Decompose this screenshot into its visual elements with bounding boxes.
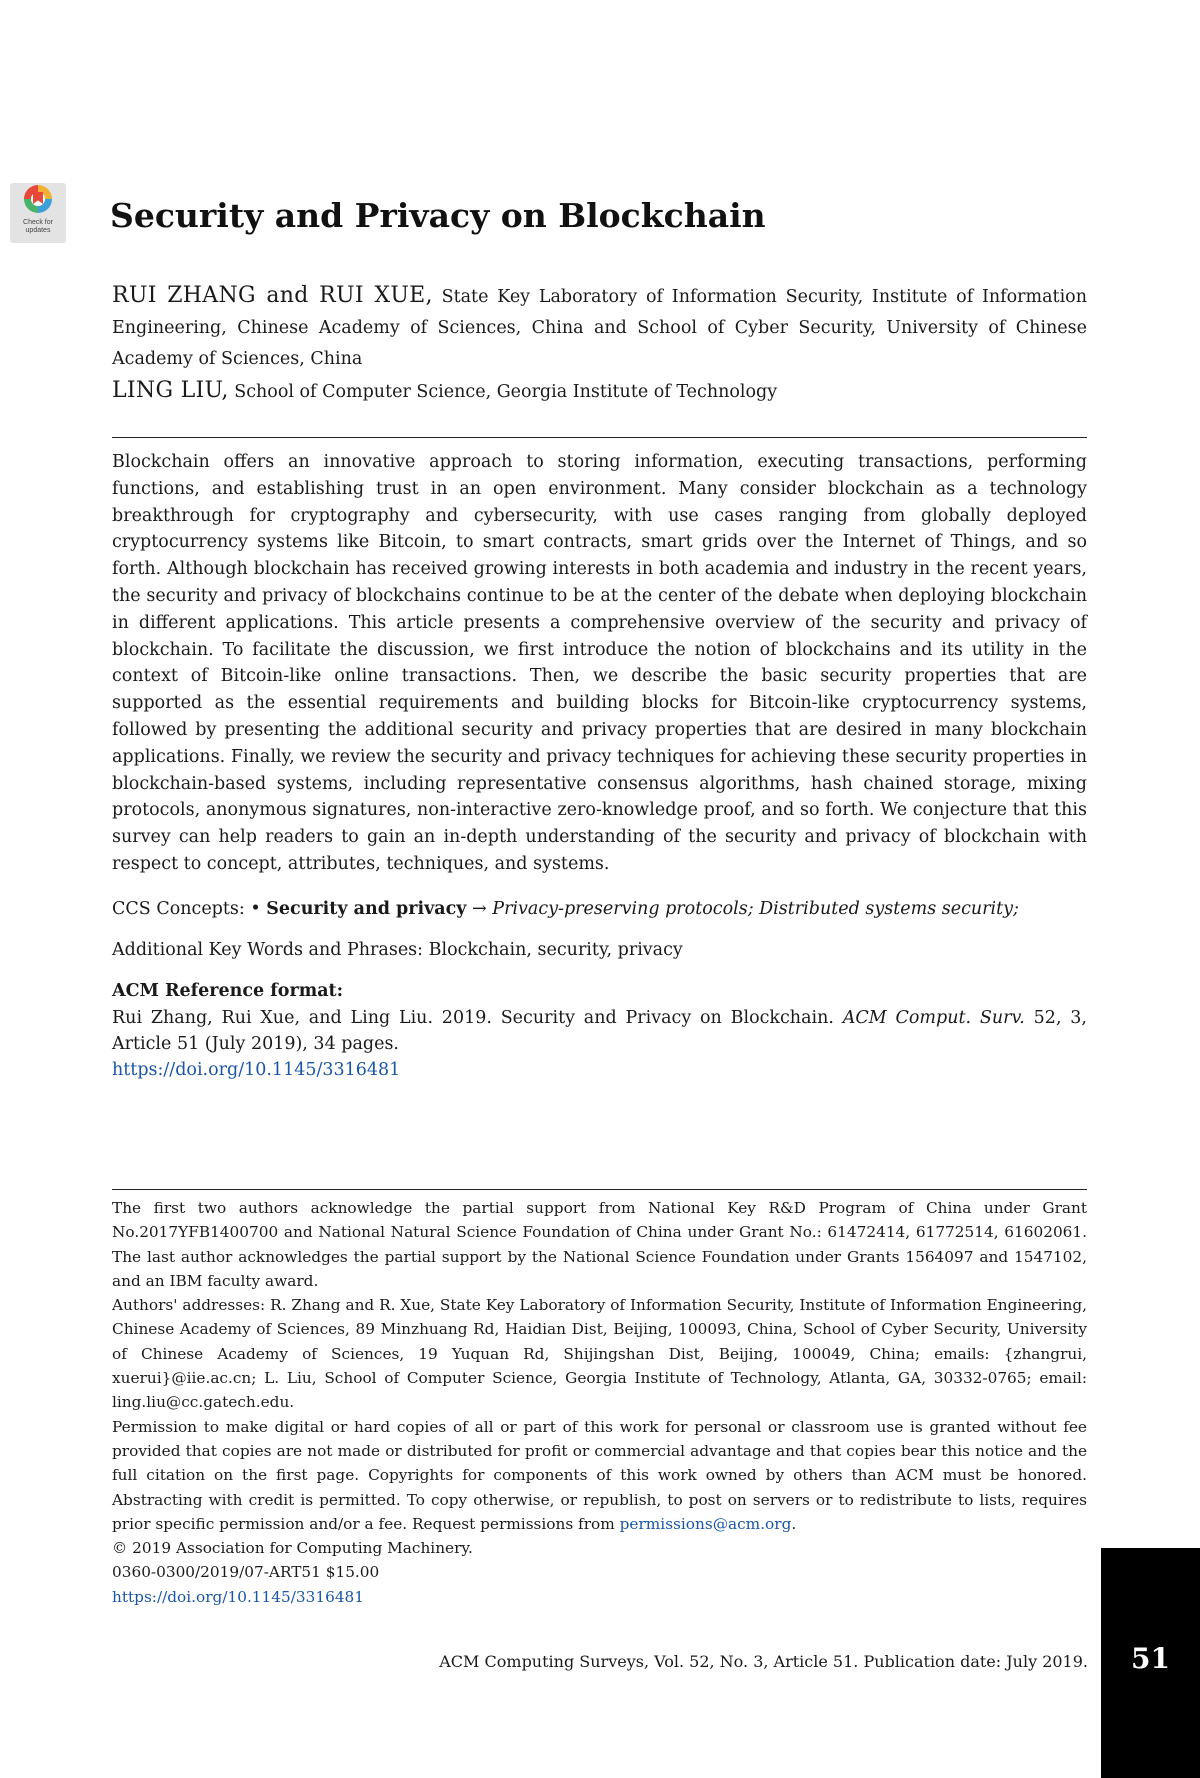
- ccs-sub-concepts: Privacy-preserving protocols; Distributed systems security;: [492, 899, 1019, 919]
- reference-heading: ACM Reference format:: [112, 981, 344, 1001]
- issn-line: 0360-0300/2019/07-ART51 $15.00: [112, 1563, 380, 1582]
- page-number-tab: [1101, 1548, 1200, 1778]
- journal-footer: ACM Computing Surveys, Vol. 52, No. 3, Article 51. Publication date: July 2019.: [439, 1652, 1088, 1671]
- check-for-updates-badge[interactable]: [10, 183, 66, 243]
- reference-citation: [112, 1005, 1087, 1083]
- author-affiliation: School of Computer Science, Georgia Institute of Technology: [234, 382, 778, 402]
- copyright-line: © 2019 Association for Computing Machinery.: [112, 1539, 473, 1558]
- ccs-main-concept: Security and privacy: [266, 899, 467, 919]
- abstract-top-rule: [112, 437, 1087, 438]
- keywords: [112, 937, 1087, 963]
- author-group-2: [112, 375, 1087, 408]
- author-block: [112, 280, 1087, 408]
- reference-text: Rui Zhang, Rui Xue, and Ling Liu. 2019. Security and Privacy on Blockchain.: [112, 1008, 834, 1028]
- author-names: RUI ZHANG and RUI XUE,: [112, 283, 433, 308]
- author-group-1: [112, 280, 1087, 375]
- footnote-doi-link[interactable]: https://doi.org/10.1145/3316481: [112, 1587, 365, 1606]
- ccs-arrow: →: [472, 899, 487, 919]
- ccs-label: CCS Concepts: •: [112, 899, 261, 919]
- funding-note: The first two authors acknowledge the partial support from National Key R&D Program of China under Grant No.2017YFB1400700 and National Natural Science Foundation of China under Grant No.: 61472414, 61772514, 61602061. The last author acknowledges the partial support by the National Science Foundation under Grants 1564097 and 1547102, and an IBM faculty award.: [112, 1199, 1087, 1290]
- keywords-text: Blockchain, security, privacy: [428, 940, 683, 960]
- author-affiliation: State Key Laboratory of Information Security, Institute of Information Engineering, Chinese Academy of Sciences, China and School of Cyber Security, University of Chinese Academy of Sciences, China: [112, 287, 1087, 369]
- permissions-email-link[interactable]: permissions@acm.org: [619, 1514, 792, 1533]
- permission-end: .: [791, 1514, 797, 1533]
- footnotes: [112, 1196, 1087, 1609]
- paper-title: Security and Privacy on Blockchain: [110, 196, 766, 235]
- author-addresses: Authors' addresses: R. Zhang and R. Xue, State Key Laboratory of Information Security, Institute of Information Engineering, Chinese Academy of Sciences, 89 Minzhuang Rd, Haidian Dist, Beijing, 100093, China, School of Cyber Security, University of Chinese Academy of Sciences, 19 Yuquan Rd, Shijingshan Dist, Beijing, 100049, China; emails: {zhangrui, xuerui}@iie.ac.cn; L. Liu, School of Computer Science, Georgia Institute of Technology, Atlanta, GA, 30332-0765; email: ling.liu@cc.gatech.edu.: [112, 1296, 1087, 1412]
- keywords-label: Additional Key Words and Phrases:: [112, 940, 424, 960]
- footnote-rule: [112, 1189, 1087, 1190]
- abstract: Blockchain offers an innovative approach to storing information, executing transactions, performing functions, and establishing trust in an open environment. Many consider blockchain as a technology breakthrough for cryptography and cybersecurity, with use cases ranging from globally deployed cryptocurrency systems like Bitcoin, to smart contracts, smart grids over the Internet of Things, and so forth. Although blockchain has received growing interests in both academia and industry in the recent years, the security and privacy of blockchains continue to be at the center of the debate when deploying blockchain in different applications. This article presents a comprehensive overview of the security and privacy of blockchain. To facilitate the discussion, we first introduce the notion of blockchains and its utility in the context of Bitcoin-like online transactions. Then, we describe the basic security properties that are supported as the essential requirements and building blocks for Bitcoin-like cryptocurrency systems, followed by presenting the additional security and privacy properties that are desired in many blockchain applications. Finally, we review the security and privacy techniques for achieving these security properties in blockchain-based systems, including representative consensus algorithms, hash chained storage, mixing protocols, anonymous signatures, non-interactive zero-knowledge proof, and so forth. We conjecture that this survey can help readers to gain an in-depth understanding of the security and privacy of blockchain with respect to concept, attributes, techniques, and systems.: [112, 452, 1087, 874]
- check-for-updates-label: Check for updates: [23, 219, 53, 234]
- reference-details: 52, 3, Article 51 (July 2019), 34 pages.: [112, 1008, 1087, 1054]
- author-names: LING LIU,: [112, 378, 229, 403]
- permission-note: [112, 1415, 1087, 1536]
- ccs-concepts: [112, 896, 1087, 922]
- reference-doi-link[interactable]: https://doi.org/10.1145/3316481: [112, 1060, 401, 1080]
- permission-text: Permission to make digital or hard copies of all or part of this work for personal or classroom use is granted without fee provided that copies are not made or distributed for profit or commercial advantage and that copies bear this notice and the full citation on the first page. Copyrights for components of this work owned by others than ACM must be honored. Abstracting with credit is permitted. To copy otherwise, or republish, to post on servers or to redistribute to lists, requires prior specific permission and/or a fee. Request permissions from: [112, 1417, 1087, 1533]
- reference-journal: ACM Comput. Surv.: [842, 1008, 1025, 1028]
- page-number: 51: [1131, 1642, 1170, 1675]
